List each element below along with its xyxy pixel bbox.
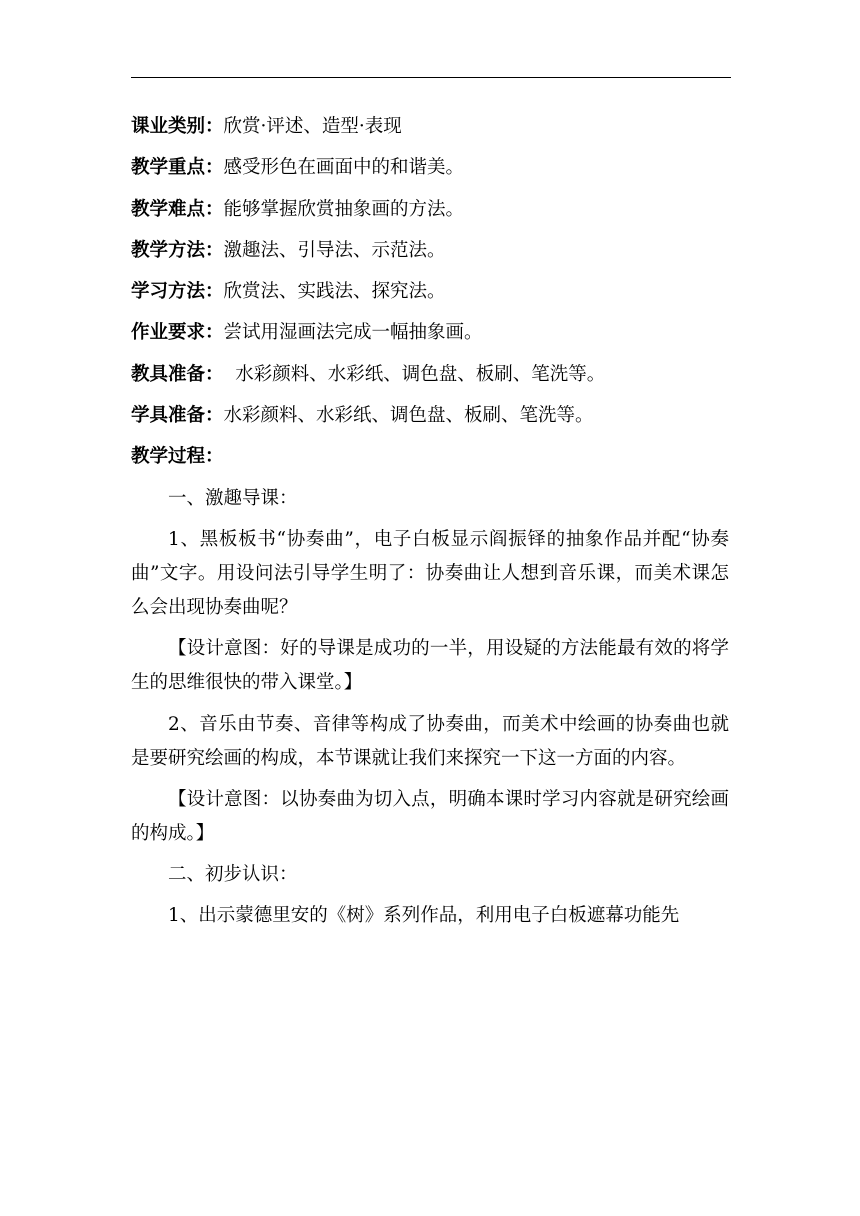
paragraph-initial-1: 1、出示蒙德里安的《树》系列作品，利用电子白板遮幕功能先 [168,905,680,927]
field-label: 教学难点： [131,198,224,220]
field-homework [131,316,729,350]
field-learning-method [131,275,729,309]
field-label: 课业类别： [131,116,224,137]
field-label: 教学方法： [131,239,224,261]
header-rule [131,77,731,78]
field-value: 水彩颜料、水彩纸、调色盘、板刷、笔洗等。 [223,363,606,385]
field-student-materials [131,399,729,433]
paragraph-intro-2: 2、音乐由节奏、音律等构成了协奏曲，而美术中绘画的协奏曲也就是要研究绘画的构成，本节课就让我们来探究一下这一方面的内容。 [131,713,729,769]
paragraph-intro-1: 1、黑板板书“协奏曲”，电子白板显示阎振铎的抽象作品并配“协奏曲”文字。用设问法引导学生明了：协奏曲让人想到音乐课，而美术课怎么会出现协奏曲呢？ [131,528,729,618]
field-label: 学习方法： [131,281,224,303]
section-heading-initial: 二、初步认识： [168,864,298,886]
field-value: 水彩颜料、水彩纸、调色盘、板刷、笔洗等。 [223,405,594,427]
field-label: 教学重点： [131,157,224,179]
process-heading: 教学过程： [131,446,224,468]
design-intent-1: 【设计意图：好的导课是成功的一半，用设疑的方法能最有效的将学生的思维很快的带入课堂。】 [131,638,729,694]
section-heading-intro: 一、激趣导课： [168,487,298,509]
field-label: 教具准备： [131,363,224,385]
field-label: 学具准备： [131,405,224,427]
field-teaching-method [131,234,729,268]
field-value: 激趣法、引导法、示范法。 [223,239,446,261]
field-label: 作业要求： [131,322,224,344]
document-body [131,110,729,941]
field-teaching-difficulty [131,193,729,227]
design-intent-2: 【设计意图：以协奏曲为切入点，明确本课时学习内容就是研究绘画的构成。】 [131,788,729,844]
field-value: 欣赏法、实践法、探究法。 [223,281,446,303]
field-teacher-materials [131,358,729,392]
field-value: 欣赏·评述、造型·表现 [223,116,402,137]
field-value: 尝试用湿画法完成一幅抽象画。 [223,322,483,344]
field-value: 感受形色在画面中的和谐美。 [223,157,465,179]
field-value: 能够掌握欣赏抽象画的方法。 [223,198,465,220]
field-course-category [131,110,729,144]
field-teaching-focus [131,151,729,185]
